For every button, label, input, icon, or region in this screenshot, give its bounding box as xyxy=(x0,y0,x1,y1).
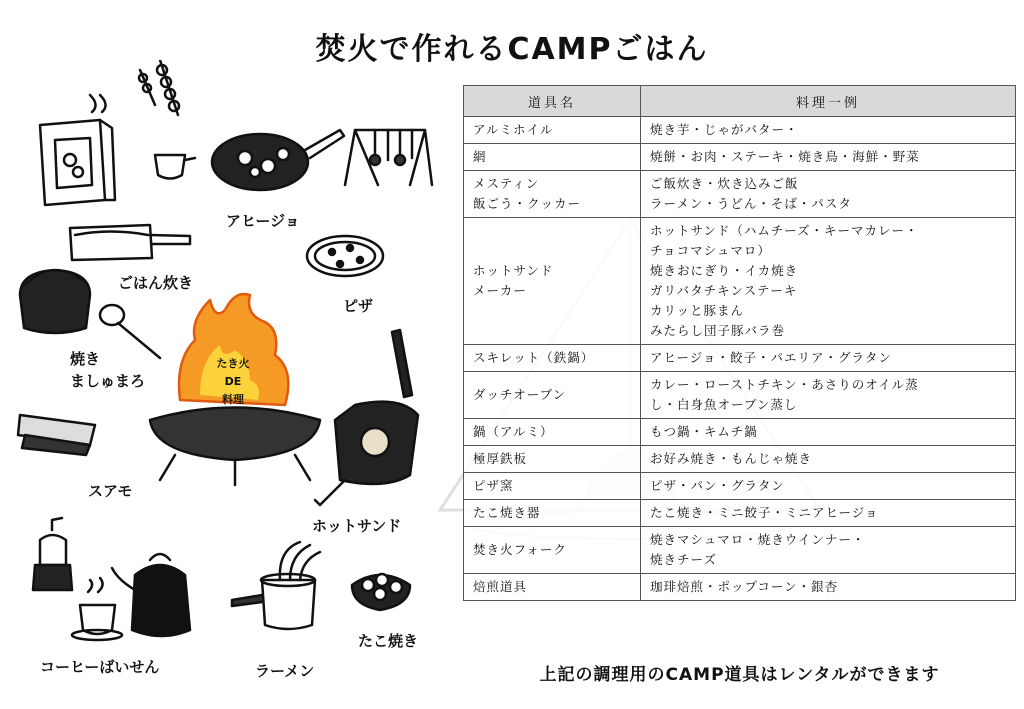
table-row xyxy=(464,500,1016,527)
label-pizza: ピザ xyxy=(343,297,374,315)
smores-icon xyxy=(18,415,95,455)
coffee-cup-icon xyxy=(72,578,122,640)
header-tool: 道具名 xyxy=(464,86,641,117)
table-row xyxy=(464,372,1016,419)
cup-icon xyxy=(155,155,195,179)
dishes-cell: ご飯炊き・炊き込みご飯 ラーメン・うどん・そば・パスタ xyxy=(641,171,1016,218)
tool-cell: メスティン 飯ごう・クッカー xyxy=(464,171,641,218)
tool-cell: 焙煎道具 xyxy=(464,574,641,601)
skewer-icon xyxy=(139,60,179,115)
label-takoyaki: たこ焼き xyxy=(358,632,419,650)
oven-box-icon xyxy=(40,95,115,205)
table-row xyxy=(464,446,1016,473)
dishes-cell: もつ鍋・キムチ鍋 xyxy=(641,419,1016,446)
table-row xyxy=(464,144,1016,171)
table-row xyxy=(464,527,1016,574)
label-hotsand: ホットサンド xyxy=(312,517,402,535)
dutch-oven-icon xyxy=(20,270,90,333)
dishes-cell: アヒージョ・餃子・パエリア・グラタン xyxy=(641,345,1016,372)
header-dishes: 料理一例 xyxy=(641,86,1016,117)
pizza-icon xyxy=(307,236,383,276)
tool-cell: 焚き火フォーク xyxy=(464,527,641,574)
dishes-cell: ピザ・パン・グラタン xyxy=(641,473,1016,500)
table-row xyxy=(464,574,1016,601)
label-smores: スアモ xyxy=(88,482,133,500)
tool-cell: 鍋（アルミ） xyxy=(464,419,641,446)
table-row xyxy=(464,473,1016,500)
table-row xyxy=(464,419,1016,446)
rental-note: 上記の調理用のCAMP道具はレンタルができます xyxy=(539,665,940,685)
label-fire: たき火 DE 料理 xyxy=(216,357,250,406)
table-header-row xyxy=(464,86,1016,117)
tool-cell: アルミホイル xyxy=(464,117,641,144)
ramen-pot-icon xyxy=(232,542,320,629)
label-marshmallow: 焼き ましゅまろ xyxy=(70,350,146,390)
mess-tin-icon xyxy=(70,225,190,260)
hanging-rack-icon xyxy=(345,130,432,185)
table-row xyxy=(464,117,1016,144)
dishes-cell: 焼き芋・じゃがバター・ xyxy=(641,117,1016,144)
label-ajillo: アヒージョ xyxy=(226,212,300,230)
dishes-cell: お好み焼き・もんじゃ焼き xyxy=(641,446,1016,473)
skillet-icon xyxy=(212,130,344,190)
tool-cell: たこ焼き器 xyxy=(464,500,641,527)
label-gohan: ごはん炊き xyxy=(118,274,194,292)
cooking-table xyxy=(463,85,1016,601)
tool-cell: 極厚鉄板 xyxy=(464,446,641,473)
page-title: 焚火で作れるCAMPごはん xyxy=(315,32,709,67)
dishes-cell: ホットサンド（ハムチーズ・キーマカレー・ チョコマシュマロ） 焼きおにぎり・イカ焼き ガリバタチキンステーキ カリッと豚まん みたらし団子豚バラ巻 xyxy=(641,218,1016,345)
dishes-cell: 珈琲焙煎・ポップコーン・銀杏 xyxy=(641,574,1016,601)
dishes-cell: 焼きマシュマロ・焼きウインナー・ 焼きチーズ xyxy=(641,527,1016,574)
kettle-icon xyxy=(112,554,190,636)
label-ramen: ラーメン xyxy=(255,662,315,680)
takoyaki-icon xyxy=(352,574,410,610)
dishes-cell: カレー・ローストチキン・あさりのオイル蒸 し・白身魚オーブン蒸し xyxy=(641,372,1016,419)
hot-sandwich-maker-icon xyxy=(315,330,418,505)
table-row xyxy=(464,345,1016,372)
tool-cell: スキレット（鉄鍋） xyxy=(464,345,641,372)
tool-cell: ホットサンド メーカー xyxy=(464,218,641,345)
tool-cell: 網 xyxy=(464,144,641,171)
dishes-cell: たこ焼き・ミニ餃子・ミニアヒージョ xyxy=(641,500,1016,527)
table-row xyxy=(464,218,1016,345)
coffee-grinder-icon xyxy=(33,518,72,590)
label-coffee: コーヒーばいせん xyxy=(40,658,160,676)
dishes-cell: 焼餅・お肉・ステーキ・焼き鳥・海鮮・野菜 xyxy=(641,144,1016,171)
tool-cell: ダッチオーブン xyxy=(464,372,641,419)
table-row xyxy=(464,171,1016,218)
tool-cell: ピザ窯 xyxy=(464,473,641,500)
